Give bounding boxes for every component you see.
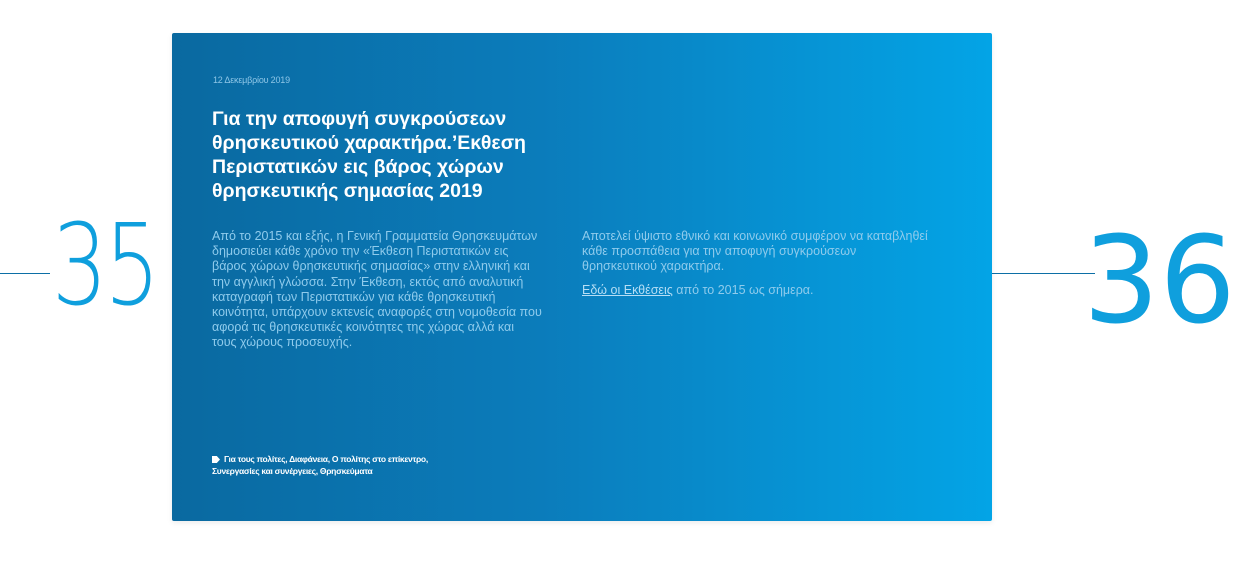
reports-link-suffix: από το 2015 ως σήμερα. <box>672 282 814 297</box>
slider-line-right <box>992 273 1095 274</box>
article-intro-text: Αποτελεί ύψιστο εθνικό και κοινωνικό συμφέρον να καταβληθεί κάθε προσπάθεια για την αποφυγή συγκρούσεων θρησκευτικού χαρακτήρα. <box>582 229 928 274</box>
article-title[interactable]: Για την αποφυγή συγκρούσεων θρησκευτικού χαρακτήρα.’Εκθεση Περιστατικών εις βάρος χώρων θρησκευτικής σημασίας 2019 <box>212 108 526 202</box>
article-card <box>172 33 992 521</box>
tag-link[interactable]: Θρησκεύματα <box>319 466 373 476</box>
tag-link[interactable]: Για τους πολίτες <box>224 454 286 464</box>
reports-paragraph <box>582 283 932 298</box>
reports-link[interactable]: Εδώ οι Εκθέσεις <box>582 282 673 297</box>
tag-link[interactable]: Διαφάνεια <box>289 454 328 464</box>
article-description-right <box>582 229 932 298</box>
slide-number-current: 35 <box>52 201 157 331</box>
tag-list: Για τους πολίτες, Διαφάνεια, Ο πολίτης στο επίκεντρο, Συνεργασίες και συνέργειες, Θρησκεύματα <box>212 454 428 476</box>
tag-link[interactable]: Ο πολίτης στο επίκεντρο <box>331 454 426 464</box>
tag-link[interactable]: Συνεργασίες και συνέργειες <box>212 466 316 476</box>
slide-number-next[interactable]: 36 <box>1083 212 1236 351</box>
article-description-left: Από το 2015 και εξής, η Γενική Γραμματεία Θρησκευμάτων δημοσιεύει κάθε χρόνο την «Έκθεση Περιστατικών εις βάρος χώρων θρησκευτικής σημασίας» στην ελληνική και την αγγλική γλώσσα. Στην Έκθεση, εκτός από αναλυτική καταγραφή των Περιστατικών για κάθε θρησκευτική κοινότητα, υπάρχουν εκτενείς αναφορές στη νομοθεσία που αφορά τις θρησκευτικές κοινότητες της χώρας αλλά και τους χώρους προσευχής. <box>212 229 542 350</box>
tag-icon <box>212 456 220 463</box>
article-date: 12 Δεκεμβρίου 2019 <box>213 75 290 85</box>
slider-line-left <box>0 273 50 274</box>
